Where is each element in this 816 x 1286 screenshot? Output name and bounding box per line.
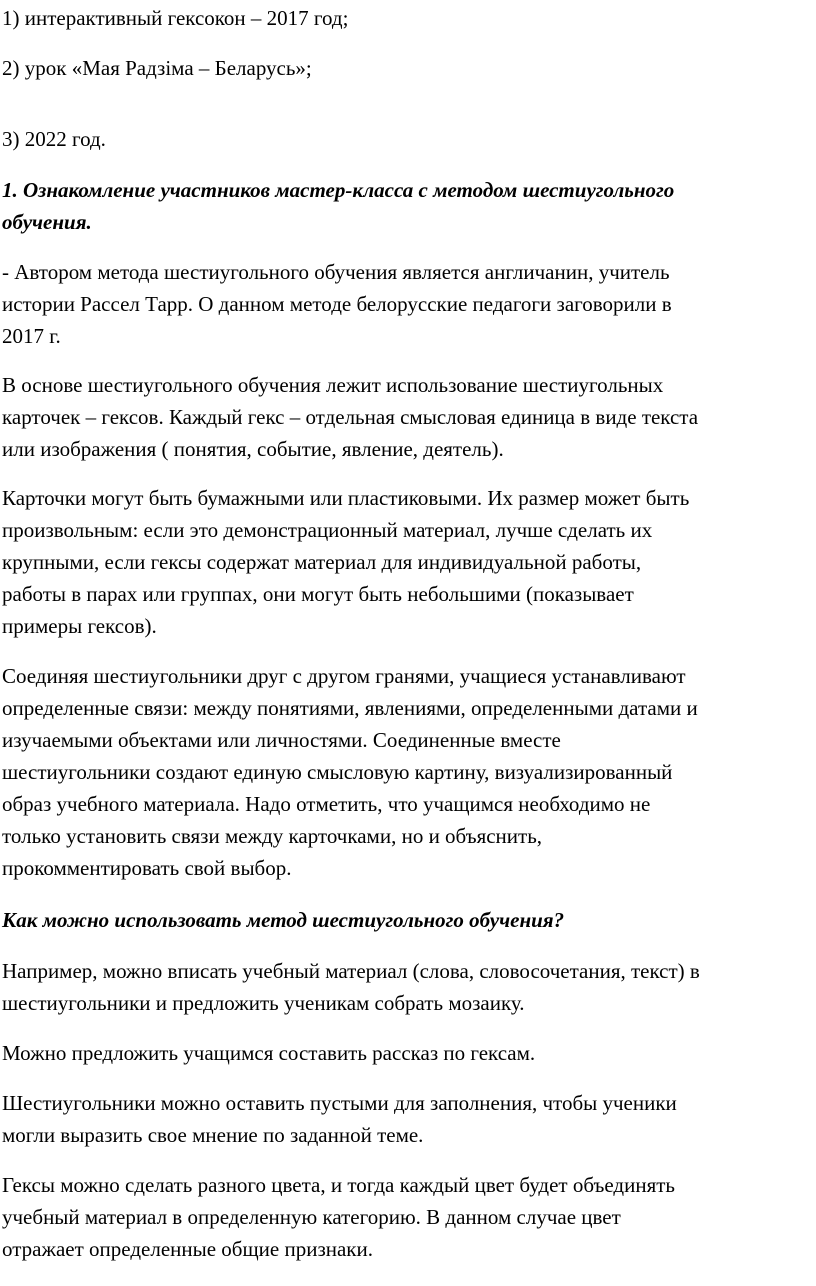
list-item-2: 2) урок «Мая Радзіма – Беларусь»; bbox=[2, 56, 312, 80]
paragraph-example: Например, можно вписать учебный материал (слова, словосочетания, текст) в шестиугольники и предложить ученикам собрать мозаику. bbox=[2, 959, 700, 1015]
list-item-3: 3) 2022 год. bbox=[2, 127, 106, 151]
paragraph-color: Гексы можно сделать разного цвета, и тогда каждый цвет будет объединять учебный материал в определенную категорию. В данном случае цвет отражает определенные общие признаки. bbox=[2, 1173, 675, 1261]
paragraph-author: - Автором метода шестиугольного обучения является англичанин, учитель истории Рассел Тарр. О данном методе белорусские педагоги заговорили в 2017 г. bbox=[2, 260, 672, 348]
paragraph-story: Можно предложить учащимся составить рассказ по гексам. bbox=[2, 1041, 536, 1065]
paragraph-cards: Карточки могут быть бумажными или пластиковыми. Их размер может быть произвольным: если это демонстрационный материал, лучше сделать их крупными, если гексы содержат материал для индивидуальной работы, работы в парах или группах, они могут быть небольшими (показывает примеры гексов). bbox=[2, 486, 690, 638]
paragraph-basis: В основе шестиугольного обучения лежит использование шестиугольных карточек – гексов. Каждый гекс – отдельная смысловая единица в виде текста или изображения ( понятия, событие, явление, деятель). bbox=[2, 373, 699, 461]
section-heading-2: Как можно использовать метод шестиугольного обучения? bbox=[2, 908, 565, 932]
section-heading-1: 1. Ознакомление участников мастер-класса с методом шестиугольного обучения. bbox=[2, 178, 675, 234]
list-item-1: 1) интерактивный гексокон – 2017 год; bbox=[2, 6, 349, 30]
paragraph-empty: Шестиугольники можно оставить пустыми для заполнения, чтобы ученики могли выразить свое мнение по заданной теме. bbox=[2, 1091, 677, 1147]
paragraph-connect: Соединяя шестиугольники друг с другом гранями, учащиеся устанавливают определенные связи: между понятиями, явлениями, определенными датами и изучаемыми объектами или личностями. Соединенные вместе шестиугольники создают единую смысловую картину, визуализированный образ учебного материала. Надо отметить, что учащимся необходимо не только установить связи между карточками, но и объяснить, прокомментировать свой выбор. bbox=[2, 664, 698, 880]
